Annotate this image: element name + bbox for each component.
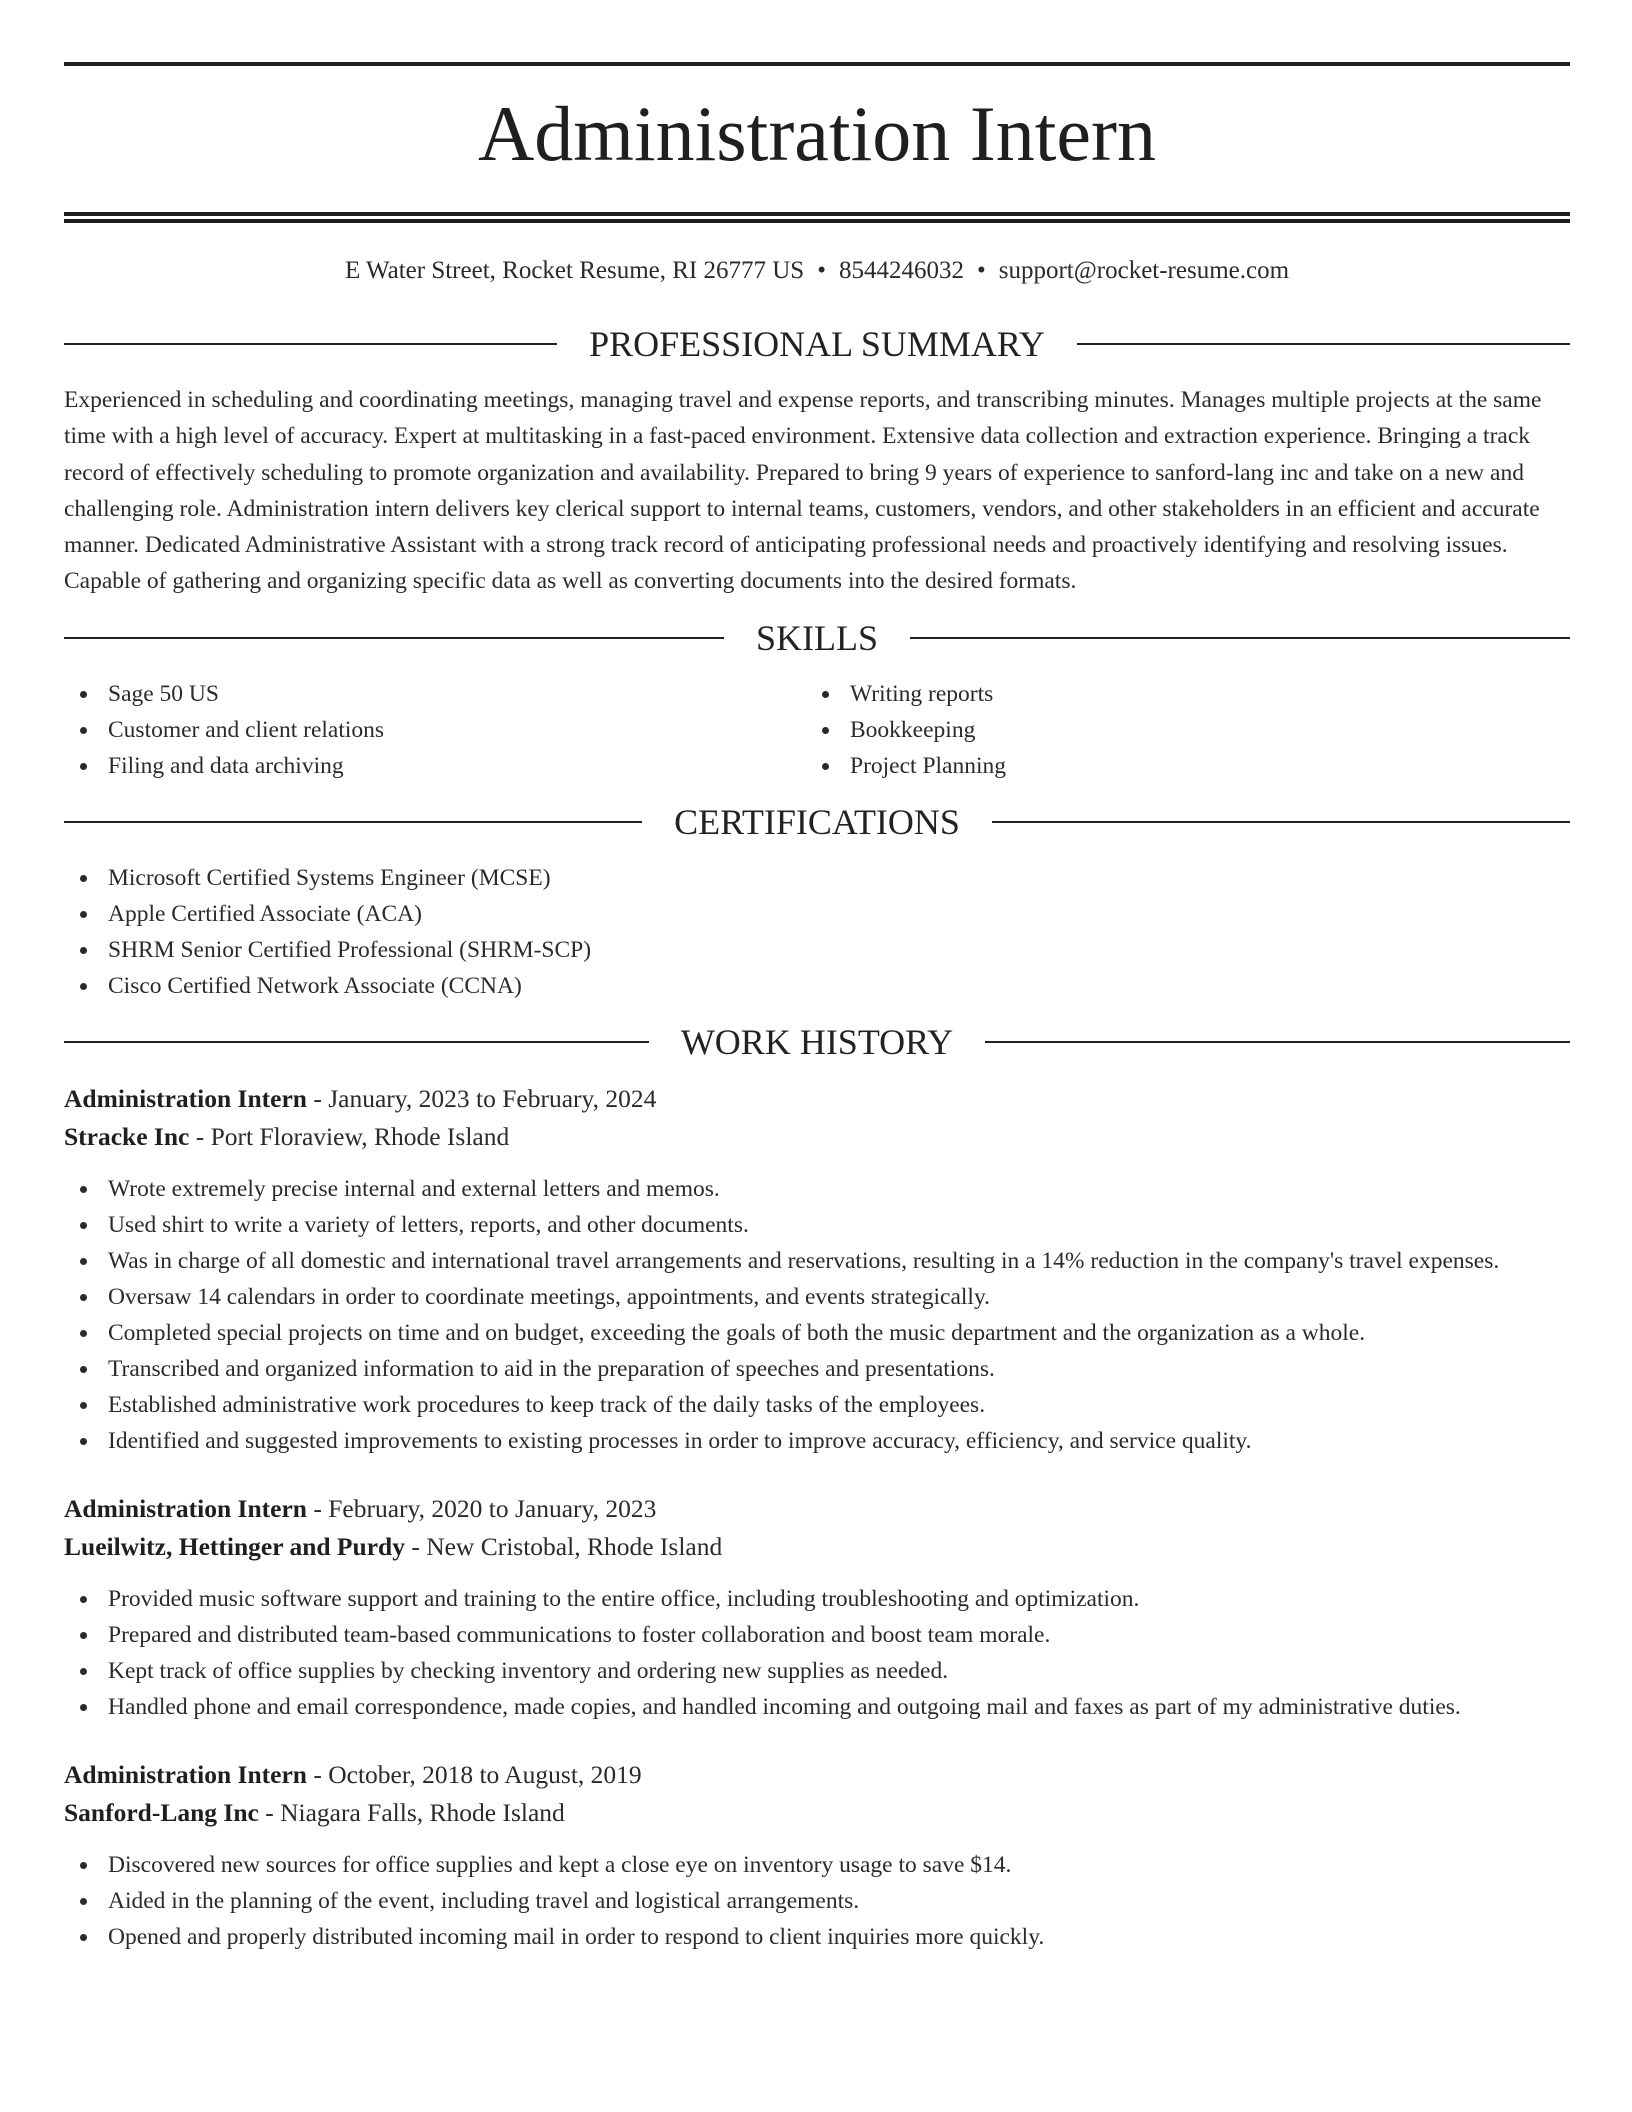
job-company-line	[64, 1794, 1570, 1833]
job-duty-item: Discovered new sources for office supplies and kept a close eye on inventory usage to save $14.	[64, 1847, 1570, 1883]
certification-item: SHRM Senior Certified Professional (SHRM-SCP)	[64, 932, 1570, 968]
section-title-certifications: CERTIFICATIONS	[64, 804, 1570, 840]
certification-item: Microsoft Certified Systems Engineer (MCSE)	[64, 860, 1570, 896]
certifications-list	[64, 860, 1570, 1004]
job-duty-item: Aided in the planning of the event, including travel and logistical arrangements.	[64, 1883, 1570, 1919]
contact-separator: •	[817, 257, 826, 284]
job-duty-item: Provided music software support and training to the entire office, including troubleshooting and optimization.	[64, 1581, 1570, 1617]
contact-email: support@rocket-resume.com	[998, 257, 1290, 284]
skills-column-left	[64, 676, 806, 784]
skill-item: Project Planning	[806, 748, 1548, 784]
job-company: Sanford-Lang Inc	[64, 1798, 259, 1828]
job-location: - New Cristobal, Rhode Island	[404, 1532, 723, 1562]
job-title-line	[64, 1490, 1570, 1529]
section-title-work-history: WORK HISTORY	[64, 1024, 1570, 1060]
skills-list	[64, 676, 1570, 784]
job-role: Administration Intern	[64, 1493, 307, 1523]
job-company: Lueilwitz, Hettinger and Purdy	[64, 1532, 405, 1562]
job-company-line	[64, 1528, 1570, 1567]
certification-item: Apple Certified Associate (ACA)	[64, 896, 1570, 932]
section-title-summary: PROFESSIONAL SUMMARY	[64, 326, 1570, 362]
job-duties-list	[64, 1581, 1570, 1725]
job-location: - Port Floraview, Rhode Island	[189, 1122, 510, 1152]
work-history-list	[64, 1080, 1570, 1955]
job-duty-item: Used shirt to write a variety of letters, reports, and other documents.	[64, 1207, 1570, 1243]
skills-left-list	[64, 676, 806, 784]
header-double-rule	[64, 212, 1570, 223]
job-duty-item: Transcribed and organized information to aid in the preparation of speeches and presentations.	[64, 1351, 1570, 1387]
summary-text: Experienced in scheduling and coordinating meetings, managing travel and expense reports, and transcribing minutes. Manages multiple projects at the same time with a high level of accuracy. Expert at multitasking in a fast-paced environment. Extensive data collection and extraction experience. Bringing a track record of effectively scheduling to promote organization and availability. Prepared to bring 9 years of experience to sanford-lang inc and take on a new and challenging role. Administration intern delivers key clerical support to internal teams, customers, vendors, and other stakeholders in an efficient and accurate manner. Dedicated Administrative Assistant with a strong track record of anticipating professional needs and proactively identifying and resolving issues. Capable of gathering and organizing specific data as well as converting documents into the desired formats.	[64, 387, 1542, 595]
skill-item: Writing reports	[806, 676, 1548, 712]
job-title-line	[64, 1756, 1570, 1795]
job-duty-item: Wrote extremely precise internal and external letters and memos.	[64, 1171, 1570, 1207]
job-location: - Niagara Falls, Rhode Island	[258, 1798, 565, 1828]
job-duty-item: Completed special projects on time and on budget, exceeding the goals of both the music department and the organization as a whole.	[64, 1315, 1570, 1351]
job-role: Administration Intern	[64, 1759, 307, 1789]
job-dates: - January, 2023 to February, 2024	[306, 1083, 657, 1113]
job-company: Stracke Inc	[64, 1122, 190, 1152]
contact-address: E Water Street, Rocket Resume, RI 26777 US	[344, 257, 805, 284]
job-duty-item: Prepared and distributed team-based communications to foster collaboration and boost team morale.	[64, 1617, 1570, 1653]
job-role: Administration Intern	[64, 1083, 307, 1113]
contact-phone: 8544246032	[838, 257, 964, 284]
job-duty-item: Identified and suggested improvements to existing processes in order to improve accuracy, efficiency, and service quality.	[64, 1423, 1570, 1459]
job-duty-item: Oversaw 14 calendars in order to coordinate meetings, appointments, and events strategically.	[64, 1279, 1570, 1315]
job-duty-item: Handled phone and email correspondence, made copies, and handled incoming and outgoing mail and faxes as part of my administrative duties.	[64, 1689, 1570, 1725]
contact-line	[64, 256, 1570, 286]
job-title-line	[64, 1080, 1570, 1119]
job-duty-item: Kept track of office supplies by checking inventory and ordering new supplies as needed.	[64, 1653, 1570, 1689]
job-dates: - February, 2020 to January, 2023	[306, 1493, 657, 1523]
contact-separator: •	[976, 257, 986, 284]
section-title-skills: SKILLS	[64, 620, 1570, 656]
job-entry	[64, 1756, 1570, 1955]
job-duties-list	[64, 1171, 1570, 1459]
skills-column-right	[806, 676, 1548, 784]
skill-item: Sage 50 US	[64, 676, 806, 712]
job-entry	[64, 1080, 1570, 1459]
job-company-line	[64, 1118, 1570, 1157]
certification-item: Cisco Certified Network Associate (CCNA)	[64, 968, 1570, 1004]
skill-item: Bookkeeping	[806, 712, 1548, 748]
resume-name: Administration Intern	[477, 90, 1157, 177]
job-entry	[64, 1490, 1570, 1725]
job-dates: - October, 2018 to August, 2019	[306, 1759, 642, 1789]
job-duty-item: Opened and properly distributed incoming mail in order to respond to client inquiries more quickly.	[64, 1919, 1570, 1955]
resume-page	[64, 0, 1570, 1955]
skill-item: Filing and data archiving	[64, 748, 806, 784]
job-duty-item: Established administrative work procedures to keep track of the daily tasks of the employees.	[64, 1387, 1570, 1423]
skills-right-list	[806, 676, 1548, 784]
skill-item: Customer and client relations	[64, 712, 806, 748]
job-duties-list	[64, 1847, 1570, 1955]
job-duty-item: Was in charge of all domestic and international travel arrangements and reservations, resulting in a 14% reduction in the company's travel expenses.	[64, 1243, 1570, 1279]
